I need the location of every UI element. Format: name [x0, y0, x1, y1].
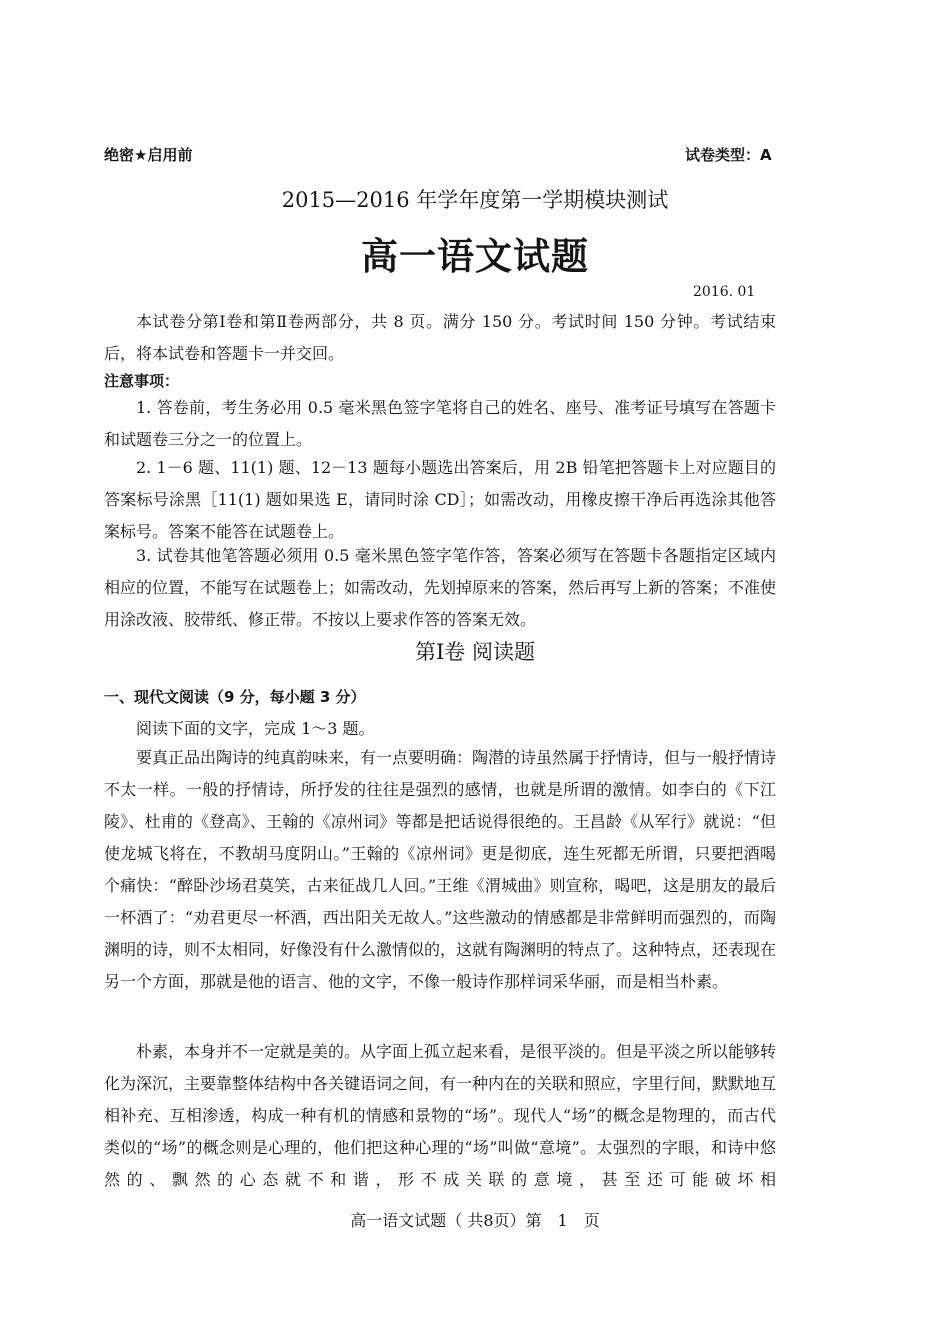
- paper-type-label: 试卷类型：A: [685, 146, 772, 164]
- notice-item-2: 2. 1－6 题、11(1) 题、12－13 题每小题选出答案后，用 2B 铅笔把答题卡上对应题目的答案标号涂黑［11(1) 题如果选 E，请同时涂 CD］；如需改动，用橡皮擦干净后再选涂其他答案标号。答案不能答在试题卷上。: [104, 458, 776, 541]
- confidential-label: 绝密★启用前: [104, 146, 193, 164]
- reading-paragraph-2: 朴素，本身并不一定就是美的。从字面上孤立起来看，是很平淡的。但是平淡之所以能够转化为深沉，主要靠整体结构中各关键语词之间，有一种内在的关联和照应，字里行间，默默地互相补充、互相渗透，构成一种有机的情感和景物的“场”。现代人“场”的概念是物理的，而古代类似的“场”的概念则是心理的，他们把这种心理的“场”叫做“意境”。太强烈的字眼，和诗中悠然的、飘然的心态就不和谐，形不成关联的意境，甚至还可能破坏相: [104, 1042, 777, 1189]
- notice-heading: 注意事项：: [104, 372, 180, 390]
- notice-item-1: 1. 答卷前，考生务必用 0.5 毫米黑色签字笔将自己的姓名、座号、准考证号填写在答题卡和试题卷三分之一的位置上。: [104, 398, 776, 449]
- reading-instruction: 阅读下面的文字，完成 1～3 题。: [136, 719, 375, 738]
- page-footer: 高一语文试题（ 共8页）第 1 页: [350, 1211, 600, 1230]
- notice-item-3: 3. 试卷其他笔答题必须用 0.5 毫米黑色签字笔作答，答案必须写在答题卡各题指定区域内相应的位置，不能写在试题卷上；如需改动，先划掉原来的答案，然后再写上新的答案；不准使用涂改液、胶带纸、修正带。不按以上要求作答的答案无效。: [104, 546, 777, 629]
- exam-date: 2016. 01: [693, 284, 756, 300]
- reading-paragraph-1: 要真正品出陶诗的纯真韵味来，有一点要明确：陶潜的诗虽然属于抒情诗，但与一般抒情诗不太一样。一般的抒情诗，所抒发的往往是强烈的感情，也就是所谓的激情。如李白的《下江陵》、杜甫的《登高》、王翰的《凉州词》等都是把话说得很绝的。王昌龄《从军行》就说：“但使龙城飞将在，不教胡马度阴山。”王翰的《凉州词》更是彻底，连生死都无所谓，只要把酒喝个痛快：“醉卧沙场君莫笑，古来征战几人回。”王维《渭城曲》则宣称，喝吧，这是朋友的最后一杯酒了：“劝君更尽一杯酒，西出阳关无故人。”这些激动的情感都是非常鲜明而强烈的，而陶渊明的诗，则不太相同，好像没有什么激情似的，这就有陶渊明的特点了。这种特点，还表现在另一个方面，那就是他的语言、他的文字，不像一般诗作那样词采华丽，而是相当朴素。: [104, 748, 777, 991]
- section-title: 第Ⅰ卷 阅读题: [415, 640, 535, 664]
- exam-subtitle: 2015—2016 年学年度第一学期模块测试: [281, 188, 669, 212]
- intro-paragraph: 本试卷分第Ⅰ卷和第Ⅱ卷两部分，共 8 页。满分 150 分。考试时间 150 分钟。考试结束后，将本试卷和答题卡一并交回。: [104, 312, 776, 363]
- reading-heading: 一、现代文阅读（9 分，每小题 3 分）: [104, 688, 366, 706]
- exam-title: 高一语文试题: [361, 234, 589, 278]
